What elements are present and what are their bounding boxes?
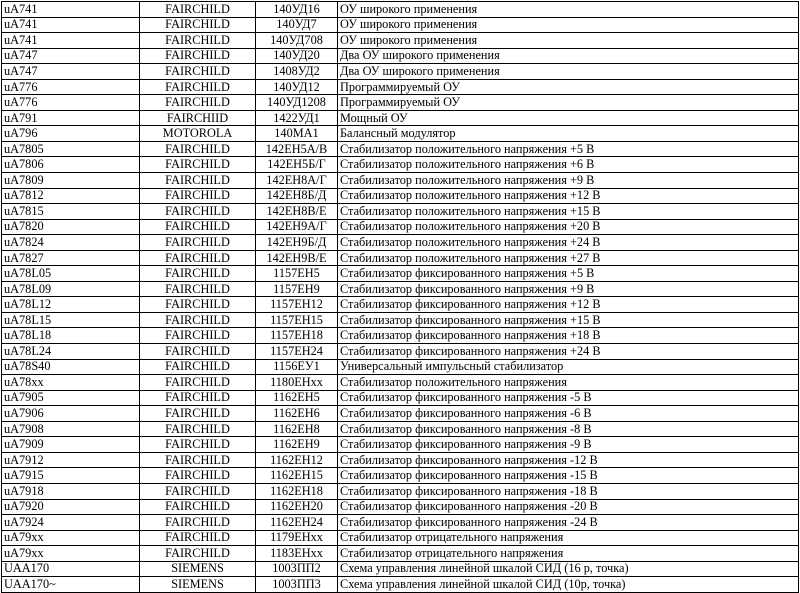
table-row [2,235,799,251]
table-row [2,126,799,142]
table-row [2,561,799,577]
manufacturer-cell: FAIRCHILD [140,297,256,313]
domestic-analog-cell: 1162ЕН12 [256,452,338,468]
manufacturer-cell: FAIRCHILD [140,2,256,18]
domestic-analog-cell: 1422УД1 [256,110,338,126]
description-cell: Стабилизатор фиксированного напряжения -24 В [338,515,799,531]
manufacturer-cell: FAIRCHILD [140,157,256,173]
table-row [2,297,799,313]
table-row [2,266,799,282]
description-cell: Стабилизатор положительного напряжения +20 В [338,219,799,235]
manufacturer-cell: SIEMENS [140,577,256,593]
manufacturer-cell: FAIRCHILD [140,375,256,391]
manufacturer-cell: FAIRCHIID [140,110,256,126]
table-row [2,515,799,531]
description-cell: Стабилизатор фиксированного напряжения +15 В [338,312,799,328]
manufacturer-cell: FAIRCHILD [140,499,256,515]
domestic-analog-cell: 142ЕН9Б/Д [256,235,338,251]
manufacturer-cell: FAIRCHILD [140,141,256,157]
domestic-analog-cell: 1157ЕН12 [256,297,338,313]
description-cell: Стабилизатор фиксированного напряжения -20 В [338,499,799,515]
table-row [2,312,799,328]
description-cell: Программируемый ОУ [338,95,799,111]
description-cell: Стабилизатор фиксированного напряжения +18 В [338,328,799,344]
part-number-cell: uA747 [2,48,140,64]
part-number-cell: uA7815 [2,204,140,220]
description-cell: Два ОУ широкого применения [338,48,799,64]
domestic-analog-cell: 140МА1 [256,126,338,142]
description-cell: Балансный модулятор [338,126,799,142]
part-number-cell: uA78L12 [2,297,140,313]
table-row [2,110,799,126]
table-row [2,33,799,49]
part-number-cell: uA776 [2,79,140,95]
domestic-analog-cell: 1180ЕНxx [256,375,338,391]
table-row [2,468,799,484]
description-cell: Программируемый ОУ [338,79,799,95]
part-number-cell: UAA170 [2,561,140,577]
manufacturer-cell: FAIRCHILD [140,468,256,484]
part-number-cell: uA741 [2,17,140,33]
description-cell: Мощный ОУ [338,110,799,126]
manufacturer-cell: FAIRCHILD [140,95,256,111]
table-row [2,157,799,173]
domestic-analog-cell: 140УД12 [256,79,338,95]
part-number-cell: uA7908 [2,421,140,437]
table-row [2,359,799,375]
table-row [2,48,799,64]
description-cell: Стабилизатор фиксированного напряжения -18 В [338,483,799,499]
manufacturer-cell: FAIRCHILD [140,266,256,282]
domestic-analog-cell: 1157ЕН9 [256,281,338,297]
part-number-cell: uA7820 [2,219,140,235]
part-number-cell: uA747 [2,64,140,80]
part-number-cell: uA78L18 [2,328,140,344]
domestic-analog-cell: 1157ЕН24 [256,344,338,360]
manufacturer-cell: FAIRCHILD [140,312,256,328]
part-number-cell: uA79xx [2,530,140,546]
manufacturer-cell: FAIRCHILD [140,421,256,437]
description-cell: Стабилизатор отрицательного напряжения [338,530,799,546]
part-number-cell: uA78S40 [2,359,140,375]
table-row [2,577,799,593]
table-body [2,2,799,593]
domestic-analog-cell: 1003ПП2 [256,561,338,577]
table-row [2,421,799,437]
table-row [2,406,799,422]
table-row [2,375,799,391]
description-cell: Универсальный импульсный стабилизатор [338,359,799,375]
part-number-cell: uA7920 [2,499,140,515]
part-number-cell: uA7827 [2,250,140,266]
manufacturer-cell: FAIRCHILD [140,250,256,266]
table-row [2,499,799,515]
table-row [2,281,799,297]
table-row [2,483,799,499]
component-analog-table [1,1,799,593]
description-cell: Стабилизатор положительного напряжения +9 В [338,173,799,189]
manufacturer-cell: FAIRCHILD [140,281,256,297]
table-row [2,328,799,344]
description-cell: ОУ широкого применения [338,2,799,18]
domestic-analog-cell: 1162ЕН20 [256,499,338,515]
manufacturer-cell: FAIRCHILD [140,483,256,499]
table-row [2,452,799,468]
description-cell: Стабилизатор фиксированного напряжения +5 В [338,266,799,282]
manufacturer-cell: FAIRCHILD [140,546,256,562]
domestic-analog-cell: 140УД1208 [256,95,338,111]
description-cell: Стабилизатор фиксированного напряжения -12 В [338,452,799,468]
manufacturer-cell: FAIRCHILD [140,235,256,251]
manufacturer-cell: FAIRCHILD [140,79,256,95]
domestic-analog-cell: 1162ЕН8 [256,421,338,437]
table-row [2,250,799,266]
table-row [2,188,799,204]
description-cell: Стабилизатор положительного напряжения +15 В [338,204,799,220]
part-number-cell: uA7806 [2,157,140,173]
table-row [2,530,799,546]
domestic-analog-cell: 1162ЕН5 [256,390,338,406]
domestic-analog-cell: 140УД7 [256,17,338,33]
table-row [2,546,799,562]
manufacturer-cell: FAIRCHILD [140,64,256,80]
domestic-analog-cell: 140УД708 [256,33,338,49]
domestic-analog-cell: 1179ЕНxx [256,530,338,546]
manufacturer-cell: FAIRCHILD [140,359,256,375]
description-cell: Стабилизатор отрицательного напряжения [338,546,799,562]
manufacturer-cell: FAIRCHILD [140,48,256,64]
description-cell: Стабилизатор положительного напряжения +5 В [338,141,799,157]
domestic-analog-cell: 1003ПП3 [256,577,338,593]
part-number-cell: uA7909 [2,437,140,453]
table-row [2,219,799,235]
part-number-cell: uA7906 [2,406,140,422]
part-number-cell: uA791 [2,110,140,126]
table-row [2,204,799,220]
part-number-cell: uA7924 [2,515,140,531]
domestic-analog-cell: 142ЕН9А/Г [256,219,338,235]
manufacturer-cell: FAIRCHILD [140,219,256,235]
part-number-cell: uA741 [2,2,140,18]
domestic-analog-cell: 1162ЕН18 [256,483,338,499]
description-cell: Стабилизатор положительного напряжения +6 В [338,157,799,173]
description-cell: Стабилизатор положительного напряжения +12 В [338,188,799,204]
domestic-analog-cell: 1183ЕНxx [256,546,338,562]
domestic-analog-cell: 1162ЕН15 [256,468,338,484]
description-cell: ОУ широкого применения [338,17,799,33]
domestic-analog-cell: 1408УД2 [256,64,338,80]
manufacturer-cell: FAIRCHILD [140,406,256,422]
description-cell: ОУ широкого применения [338,33,799,49]
table-row [2,390,799,406]
part-number-cell: uA78L09 [2,281,140,297]
domestic-analog-cell: 1162ЕН9 [256,437,338,453]
part-number-cell: uA78xx [2,375,140,391]
description-cell: Стабилизатор фиксированного напряжения -8 В [338,421,799,437]
table-row [2,2,799,18]
part-number-cell: UAA170~ [2,577,140,593]
part-number-cell: uA79xx [2,546,140,562]
manufacturer-cell: MOTOROLA [140,126,256,142]
table-row [2,344,799,360]
domestic-analog-cell: 142ЕН8В/Е [256,204,338,220]
domestic-analog-cell: 142ЕН5Б/Г [256,157,338,173]
domestic-analog-cell: 1156ЕУ1 [256,359,338,375]
description-cell: Стабилизатор фиксированного напряжения +24 В [338,344,799,360]
description-cell: Стабилизатор положительного напряжения +27 В [338,250,799,266]
table-row [2,64,799,80]
part-number-cell: uA741 [2,33,140,49]
manufacturer-cell: FAIRCHILD [140,173,256,189]
domestic-analog-cell: 142ЕН9В/Е [256,250,338,266]
part-number-cell: uA796 [2,126,140,142]
table-row [2,79,799,95]
description-cell: Стабилизатор положительного напряжения [338,375,799,391]
description-cell: Схема управления линейной шкалой СИД (10р, точка) [338,577,799,593]
table-row [2,17,799,33]
description-cell: Стабилизатор фиксированного напряжения -15 В [338,468,799,484]
table-row [2,95,799,111]
part-number-cell: uA7812 [2,188,140,204]
part-number-cell: uA7915 [2,468,140,484]
manufacturer-cell: FAIRCHILD [140,437,256,453]
domestic-analog-cell: 142ЕН5А/В [256,141,338,157]
manufacturer-cell: FAIRCHILD [140,328,256,344]
domestic-analog-cell: 1157ЕН5 [256,266,338,282]
manufacturer-cell: FAIRCHILD [140,188,256,204]
description-cell: Стабилизатор фиксированного напряжения -5 В [338,390,799,406]
domestic-analog-cell: 142ЕН8Б/Д [256,188,338,204]
part-number-cell: uA7918 [2,483,140,499]
domestic-analog-cell: 140УД20 [256,48,338,64]
part-number-cell: uA776 [2,95,140,111]
description-cell: Стабилизатор фиксированного напряжения -9 В [338,437,799,453]
domestic-analog-cell: 1157ЕН15 [256,312,338,328]
part-number-cell: uA78L24 [2,344,140,360]
domestic-analog-cell: 1162ЕН24 [256,515,338,531]
manufacturer-cell: FAIRCHILD [140,530,256,546]
part-number-cell: uA7912 [2,452,140,468]
manufacturer-cell: FAIRCHILD [140,515,256,531]
domestic-analog-cell: 140УД16 [256,2,338,18]
manufacturer-cell: FAIRCHILD [140,17,256,33]
manufacturer-cell: SIEMENS [140,561,256,577]
manufacturer-cell: FAIRCHILD [140,344,256,360]
part-number-cell: uA7809 [2,173,140,189]
description-cell: Стабилизатор фиксированного напряжения -6 В [338,406,799,422]
table-row [2,141,799,157]
part-number-cell: uA7905 [2,390,140,406]
domestic-analog-cell: 142ЕН8А/Г [256,173,338,189]
domestic-analog-cell: 1162ЕН6 [256,406,338,422]
manufacturer-cell: FAIRCHILD [140,390,256,406]
part-number-cell: uA78L05 [2,266,140,282]
part-number-cell: uA78L15 [2,312,140,328]
manufacturer-cell: FAIRCHILD [140,204,256,220]
description-cell: Стабилизатор положительного напряжения +24 В [338,235,799,251]
part-number-cell: uA7824 [2,235,140,251]
manufacturer-cell: FAIRCHILD [140,452,256,468]
table-row [2,173,799,189]
table-row [2,437,799,453]
part-number-cell: uA7805 [2,141,140,157]
domestic-analog-cell: 1157ЕН18 [256,328,338,344]
description-cell: Два ОУ широкого применения [338,64,799,80]
description-cell: Стабилизатор фиксированного напряжения +12 В [338,297,799,313]
description-cell: Схема управления линейной шкалой СИД (16 р, точка) [338,561,799,577]
manufacturer-cell: FAIRCHILD [140,33,256,49]
description-cell: Стабилизатор фиксированного напряжения +9 В [338,281,799,297]
